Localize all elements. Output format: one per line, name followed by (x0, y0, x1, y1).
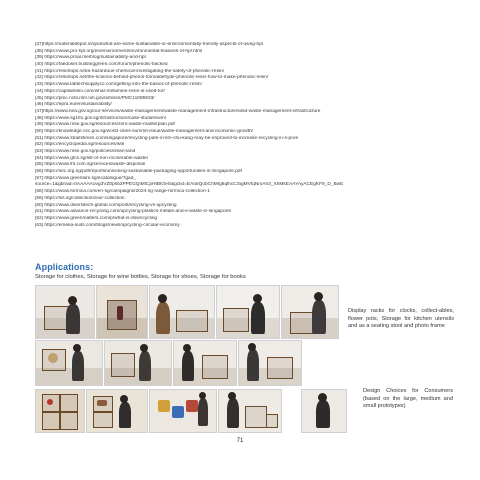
page-number: 71 (236, 438, 244, 444)
reference-item[interactable]: [47]https://www.nea.gov.sg/our-services/waste-management/waste-management-infrastructure/solid-waste-management-infrastructure (35, 108, 321, 114)
photo-consumer-design-choice (301, 389, 347, 433)
reference-item[interactable]: [39] https://www.proal.me/blog/sustainability-and-hpl (35, 55, 146, 61)
reference-item[interactable]: [62] https://www.greenmatters.com/p/what-is-downcycling (35, 215, 158, 221)
reference-item[interactable]: [60] https://www.diversitech-global.com/post/recycling-vs-upcycling (35, 202, 177, 208)
reference-item[interactable]: [43] https://www.labtechsupplyco.com/getting-into-the-basics-of-phenolic-resin/ (35, 82, 202, 88)
reference-item[interactable]: [46] https://epra.eu/en/sustainability/ (35, 102, 112, 108)
reference-item[interactable]: [49] https://www.mse.gov.sg/resources/zero-waste-masterplan.pdf (35, 122, 175, 128)
reference-item[interactable]: [52] https://encyclopedia.sg/resources/wte (35, 142, 125, 148)
reference-item[interactable]: [44] https://capitalresin.com/what-melamine-resin-is-used-for/ (35, 88, 165, 94)
reference-item[interactable]: [63] https://emeka-suits.com/blogs/news/upcycling-circular-economy (35, 222, 180, 228)
reference-item[interactable]: [55] https://www.lht.com.sg/services/waste-disposal/ (35, 162, 146, 168)
reference-item[interactable]: [48] https://www.sg101.gov.sg/infrastructure/case-studies/wm/ (35, 115, 167, 121)
reference-item[interactable]: [37]https://materialdepot.in/qna/what-are-some-sustainable-or-environmentally-friendly-aspects-of-using-hpl (35, 42, 263, 47)
applications-heading: Applications: (35, 262, 94, 272)
reference-item[interactable]: [56] https://sec.org.sg/pdf/reports/unlocking-sustainable-packaging-opportunities-in-Singapore.pdf (35, 169, 242, 175)
reference-item[interactable]: [42] https://resintops.net/the-science-behind-phenol-formaldehyde-phenolic-resin-how-to-make-phenolic-resin/ (35, 75, 269, 81)
photo-seating-stool (281, 285, 339, 339)
photo-stacked-cubes-medium (86, 389, 148, 433)
photo-book-storage (216, 285, 280, 339)
reference-item[interactable]: [59] https://iss.sg/collections/our-collection (35, 195, 125, 201)
photo-stacked-cubes-large (35, 389, 85, 433)
photo-flower-pot-display (238, 340, 302, 386)
photo-collectables-display (173, 340, 237, 386)
reference-item[interactable]: [41] https://resintops.net/a-hazardous-chemical-investigating-the-safety-of-phenolic-resin/ (35, 68, 225, 74)
reference-item[interactable]: [54] https://www.gfcs.sg/list-of-non-incinerable-waste/ (35, 155, 149, 161)
reference-item[interactable]: [51] https://www.straitstimes.com/singapore/recycling-park-in-lim-chu-kang-may-be-improved-to-increase-recycling-in-s-pore (35, 135, 299, 141)
photo-kitchen-utensils (104, 340, 172, 386)
reference-item[interactable]: [45] https://pmc.ncbi.nlm.nih.gov/articles/PMC11085933/ (35, 95, 155, 101)
photo-shoe-storage (149, 285, 215, 339)
applications-text: Storage for clothes, Storage for wine bottles, Storage for shoes, Storage for books (35, 274, 246, 280)
reference-item[interactable]: [58] https://www.formica.com/en-sg/campaigns/2024-sg-range-formica-collection-1 (35, 189, 210, 195)
reference-item[interactable]: [50] https://knowledge.csc.gov.sg/world-cities-summit-issue/waste-management-and-economic-growth/ (35, 128, 253, 134)
photo-wine-storage (96, 285, 148, 339)
reference-item[interactable]: [38] https://www.pro-hpl.org/en/environment/environmental-features-of-hpl.html (35, 48, 203, 54)
photo-colourful-cubes (149, 389, 217, 433)
photo-prototype-sizes (218, 389, 282, 433)
design-caption: Design Choices for Consumers (based on the large, medium and small prototypes) (363, 388, 453, 410)
photo-storage-cube-person (35, 285, 95, 339)
photo-display-rack-clock (35, 340, 103, 386)
reference-item[interactable]: [57] https://www.greenlam.sg/ecatalogue/?gad_ (35, 175, 137, 181)
display-caption: Display racks for clocks, collect-ables, flower pots, Storage for kitchen utensils and as a seating stool and photo frame (348, 308, 454, 330)
reference-list (35, 42, 455, 229)
reference-item[interactable]: [53] https://www.mse.gov.sg/policies/clean-land (35, 149, 136, 154)
reference-item[interactable]: [40] https://faeduser.buildinggreen.com/forum/phenolic-backed (35, 62, 168, 68)
reference-item[interactable]: [61] https://www.advance-recycling.com/upcycling-plastics-metals-and-e-waste-in-singapore/ (35, 209, 232, 215)
reference-item-continued[interactable]: source=1&gbraid=0AAAAAovg3VZ0ps53PPEGQiMtCpHtBIOeS&gclid=EAIaIQobChMIg6qlhcCSigMVfqNmAh3_XhMkEAAYAyACEgKF9_D_BwE (35, 182, 344, 188)
